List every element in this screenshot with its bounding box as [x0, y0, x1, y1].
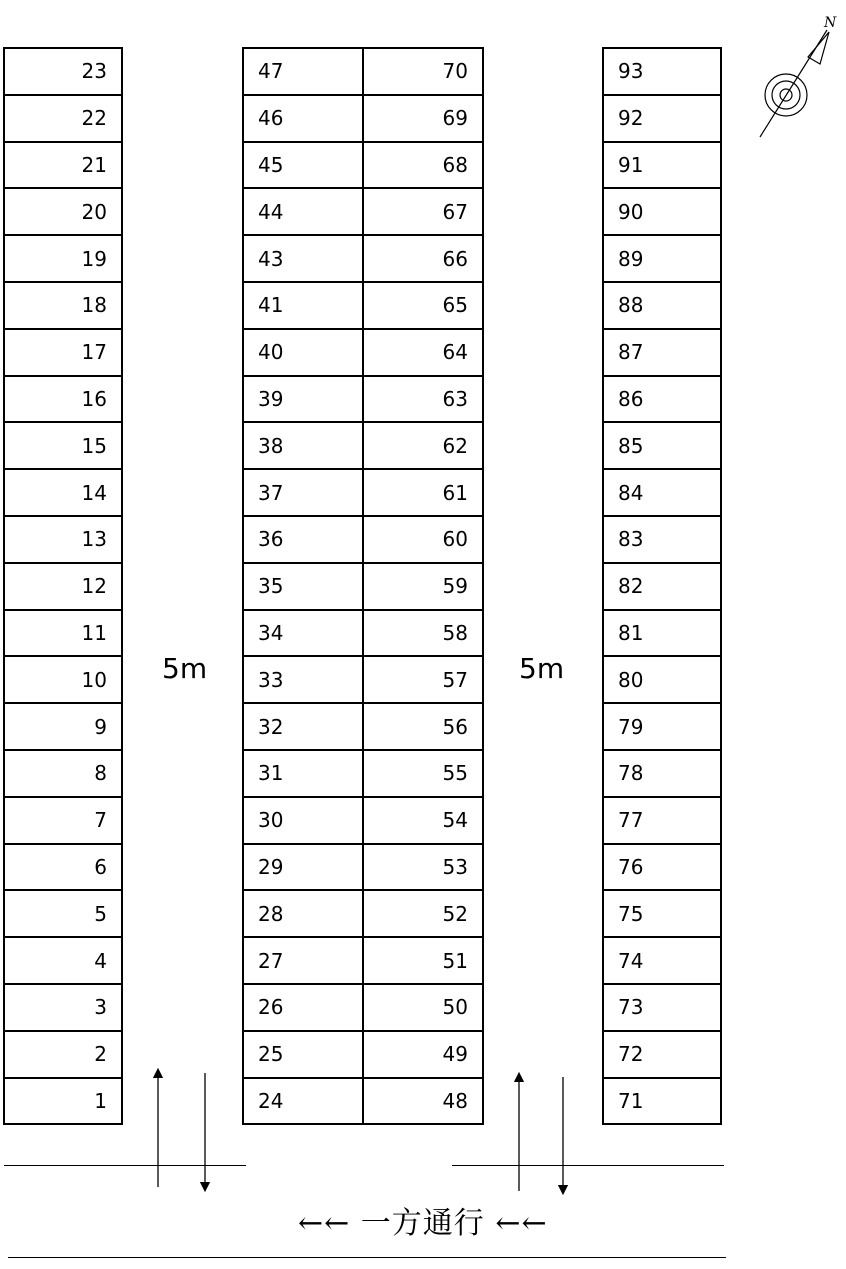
parking-stall: 84: [604, 470, 720, 517]
parking-stall: 1: [5, 1079, 121, 1126]
parking-stall: 40: [244, 330, 364, 377]
parking-stall: 65: [364, 283, 482, 330]
parking-stall: 34: [244, 611, 364, 658]
parking-stall: 80: [604, 657, 720, 704]
parking-stall: 77: [604, 798, 720, 845]
parking-stall: 41: [244, 283, 364, 330]
parking-stall: 5: [5, 891, 121, 938]
parking-stall: 63: [364, 377, 482, 424]
aisle-width-label-1: 5m: [162, 652, 208, 685]
parking-stall: 52: [364, 891, 482, 938]
parking-stall: 71: [604, 1079, 720, 1126]
parking-stall: 36: [244, 517, 364, 564]
parking-stall: 59: [364, 564, 482, 611]
parking-stall: 32: [244, 704, 364, 751]
parking-stall: 8: [5, 751, 121, 798]
parking-stall: 30: [244, 798, 364, 845]
parking-stall: 74: [604, 938, 720, 985]
north-compass-icon: [760, 15, 837, 137]
parking-stall: 66: [364, 236, 482, 283]
parking-stall: 79: [604, 704, 720, 751]
parking-stall: 70: [364, 49, 482, 96]
parking-stall: 85: [604, 423, 720, 470]
parking-stall: 38: [244, 423, 364, 470]
parking-stall: 90: [604, 189, 720, 236]
parking-stall: 62: [364, 423, 482, 470]
parking-stall: 25: [244, 1032, 364, 1079]
parking-stall: 75: [604, 891, 720, 938]
parking-stall: 48: [364, 1079, 482, 1126]
parking-stall: 24: [244, 1079, 364, 1126]
parking-stall: 43: [244, 236, 364, 283]
parking-stall: 14: [5, 470, 121, 517]
parking-stall: 81: [604, 611, 720, 658]
parking-stall: 23: [5, 49, 121, 96]
parking-stall: 7: [5, 798, 121, 845]
parking-stall: 64: [364, 330, 482, 377]
parking-stall: 89: [604, 236, 720, 283]
parking-stall: 2: [5, 1032, 121, 1079]
parking-stall: 73: [604, 985, 720, 1032]
parking-stall: 47: [244, 49, 364, 96]
parking-stall: 16: [5, 377, 121, 424]
parking-stall: 93: [604, 49, 720, 96]
parking-stall: 53: [364, 845, 482, 892]
parking-stall: 68: [364, 143, 482, 190]
parking-stall: 50: [364, 985, 482, 1032]
parking-stall: 37: [244, 470, 364, 517]
parking-stall: 15: [5, 423, 121, 470]
parking-stall: 57: [364, 657, 482, 704]
aisle-width-label-2: 5m: [519, 652, 565, 685]
parking-stall: 35: [244, 564, 364, 611]
parking-stall: 19: [5, 236, 121, 283]
parking-stall: 31: [244, 751, 364, 798]
parking-stall: 76: [604, 845, 720, 892]
parking-stall: 29: [244, 845, 364, 892]
parking-stall: 20: [5, 189, 121, 236]
parking-stall: 4: [5, 938, 121, 985]
parking-stall: 33: [244, 657, 364, 704]
parking-stall: 61: [364, 470, 482, 517]
parking-stall: 27: [244, 938, 364, 985]
parking-stall: 9: [5, 704, 121, 751]
parking-stall: 10: [5, 657, 121, 704]
parking-stall: 6: [5, 845, 121, 892]
parking-stall: 17: [5, 330, 121, 377]
parking-stall: 91: [604, 143, 720, 190]
parking-stall: 67: [364, 189, 482, 236]
parking-stall: 18: [5, 283, 121, 330]
parking-stall: 44: [244, 189, 364, 236]
parking-stall: 12: [5, 564, 121, 611]
parking-stall: 11: [5, 611, 121, 658]
compass-north-label: N: [824, 15, 837, 31]
parking-stall: 56: [364, 704, 482, 751]
parking-stall: 39: [244, 377, 364, 424]
parking-stall: 45: [244, 143, 364, 190]
parking-stall: 28: [244, 891, 364, 938]
parking-stall: 92: [604, 96, 720, 143]
parking-stall: 86: [604, 377, 720, 424]
parking-stall: 69: [364, 96, 482, 143]
parking-stall: 3: [5, 985, 121, 1032]
parking-stall: 13: [5, 517, 121, 564]
parking-stall: 49: [364, 1032, 482, 1079]
parking-stall: 83: [604, 517, 720, 564]
parking-stall: 22: [5, 96, 121, 143]
parking-stall: 82: [604, 564, 720, 611]
parking-stall: 72: [604, 1032, 720, 1079]
parking-stall: 51: [364, 938, 482, 985]
parking-stall: 55: [364, 751, 482, 798]
parking-stall: 54: [364, 798, 482, 845]
parking-stall: 26: [244, 985, 364, 1032]
parking-stall: 21: [5, 143, 121, 190]
parking-stall: 58: [364, 611, 482, 658]
parking-stall: 88: [604, 283, 720, 330]
parking-stall: 60: [364, 517, 482, 564]
one-way-label: ←← 一方通行 ←←: [298, 1206, 548, 1241]
parking-stall: 87: [604, 330, 720, 377]
parking-stall: 78: [604, 751, 720, 798]
parking-stall: 46: [244, 96, 364, 143]
